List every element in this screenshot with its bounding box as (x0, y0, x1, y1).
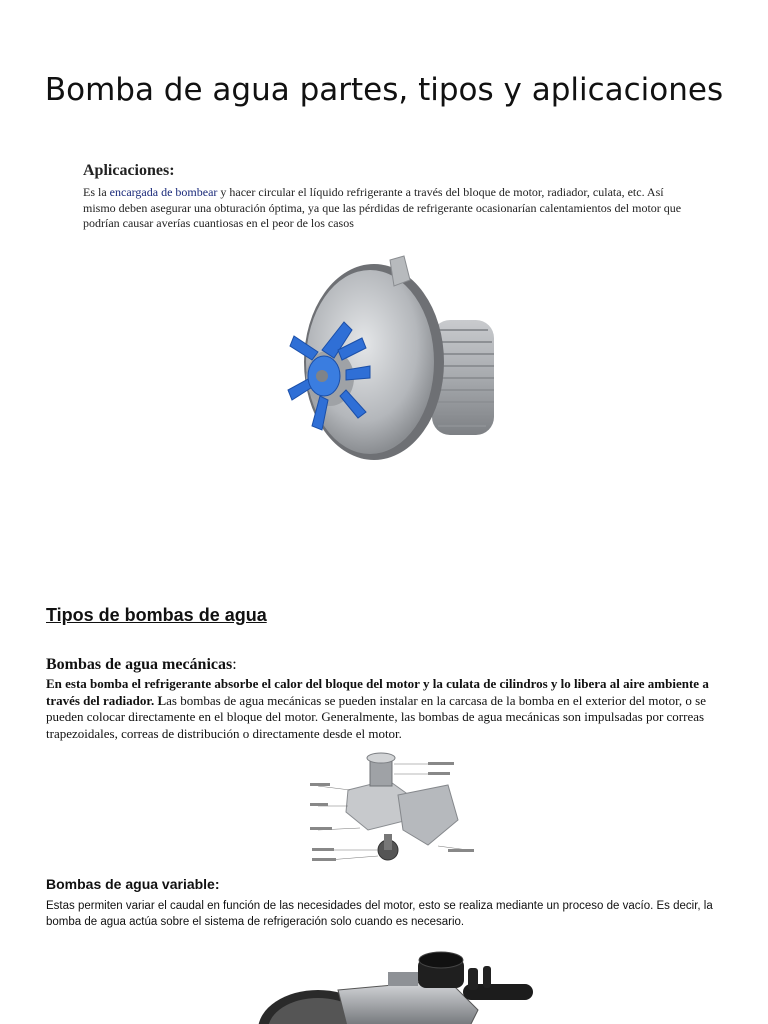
mechanical-pump-diagram (308, 750, 483, 872)
variable-heading: Bombas de agua variable: (46, 876, 220, 892)
mecanicas-paragraph (46, 676, 726, 742)
page-title: Bomba de agua partes, tipos y aplicaciones (44, 72, 724, 108)
aplicaciones-paragraph (83, 185, 683, 232)
mecanicas-bold-text: En esta bomba el refrigerante absorbe el calor del bloque del motor y la culata de cilindros y lo libera al aire ambiente a través del radiador. L (46, 676, 709, 708)
aplicaciones-heading: Aplicaciones: (83, 162, 175, 179)
mecanicas-heading (46, 656, 237, 674)
mecanicas-heading-text: Bombas de agua mecánicas (46, 656, 233, 673)
variable-pump-image (258, 950, 548, 1024)
mecanicas-normal-text: as bombas de agua mecánicas se pueden instalar en la carcasa de la bomba en el exterior del motor, o se pueden colocar directamente en el bloque del motor. Generalmente, las bombas de agua mecánicas son impulsadas por correas trapezoidales, correas de distribución o directamente desde el motor. (46, 692, 706, 741)
aplicaciones-text-suffix: y hacer circular el líquido refrigerante a través del bloque de motor, radiador, culata, etc. Así mismo deben asegurar una obturación óptima, ya que las pérdidas de refrigerante ocasionarían calentamientos del motor que podrían causar averías cuantiosas en el peor de los casos (83, 185, 682, 230)
aplicaciones-text-prefix: Es la (83, 185, 110, 199)
variable-paragraph: Estas permiten variar el caudal en función de las necesidades del motor, esto se realiza mediante un proceso de vacío. Es decir, la bomba de agua actúa sobre el sistema de refrigeración solo cuando es necesario. (46, 900, 713, 928)
tipos-heading: Tipos de bombas de agua (46, 605, 267, 625)
mecanicas-heading-colon: : (232, 656, 237, 673)
encargada-link[interactable]: encargada de bombear (109, 185, 218, 199)
water-pump-image (282, 250, 512, 470)
